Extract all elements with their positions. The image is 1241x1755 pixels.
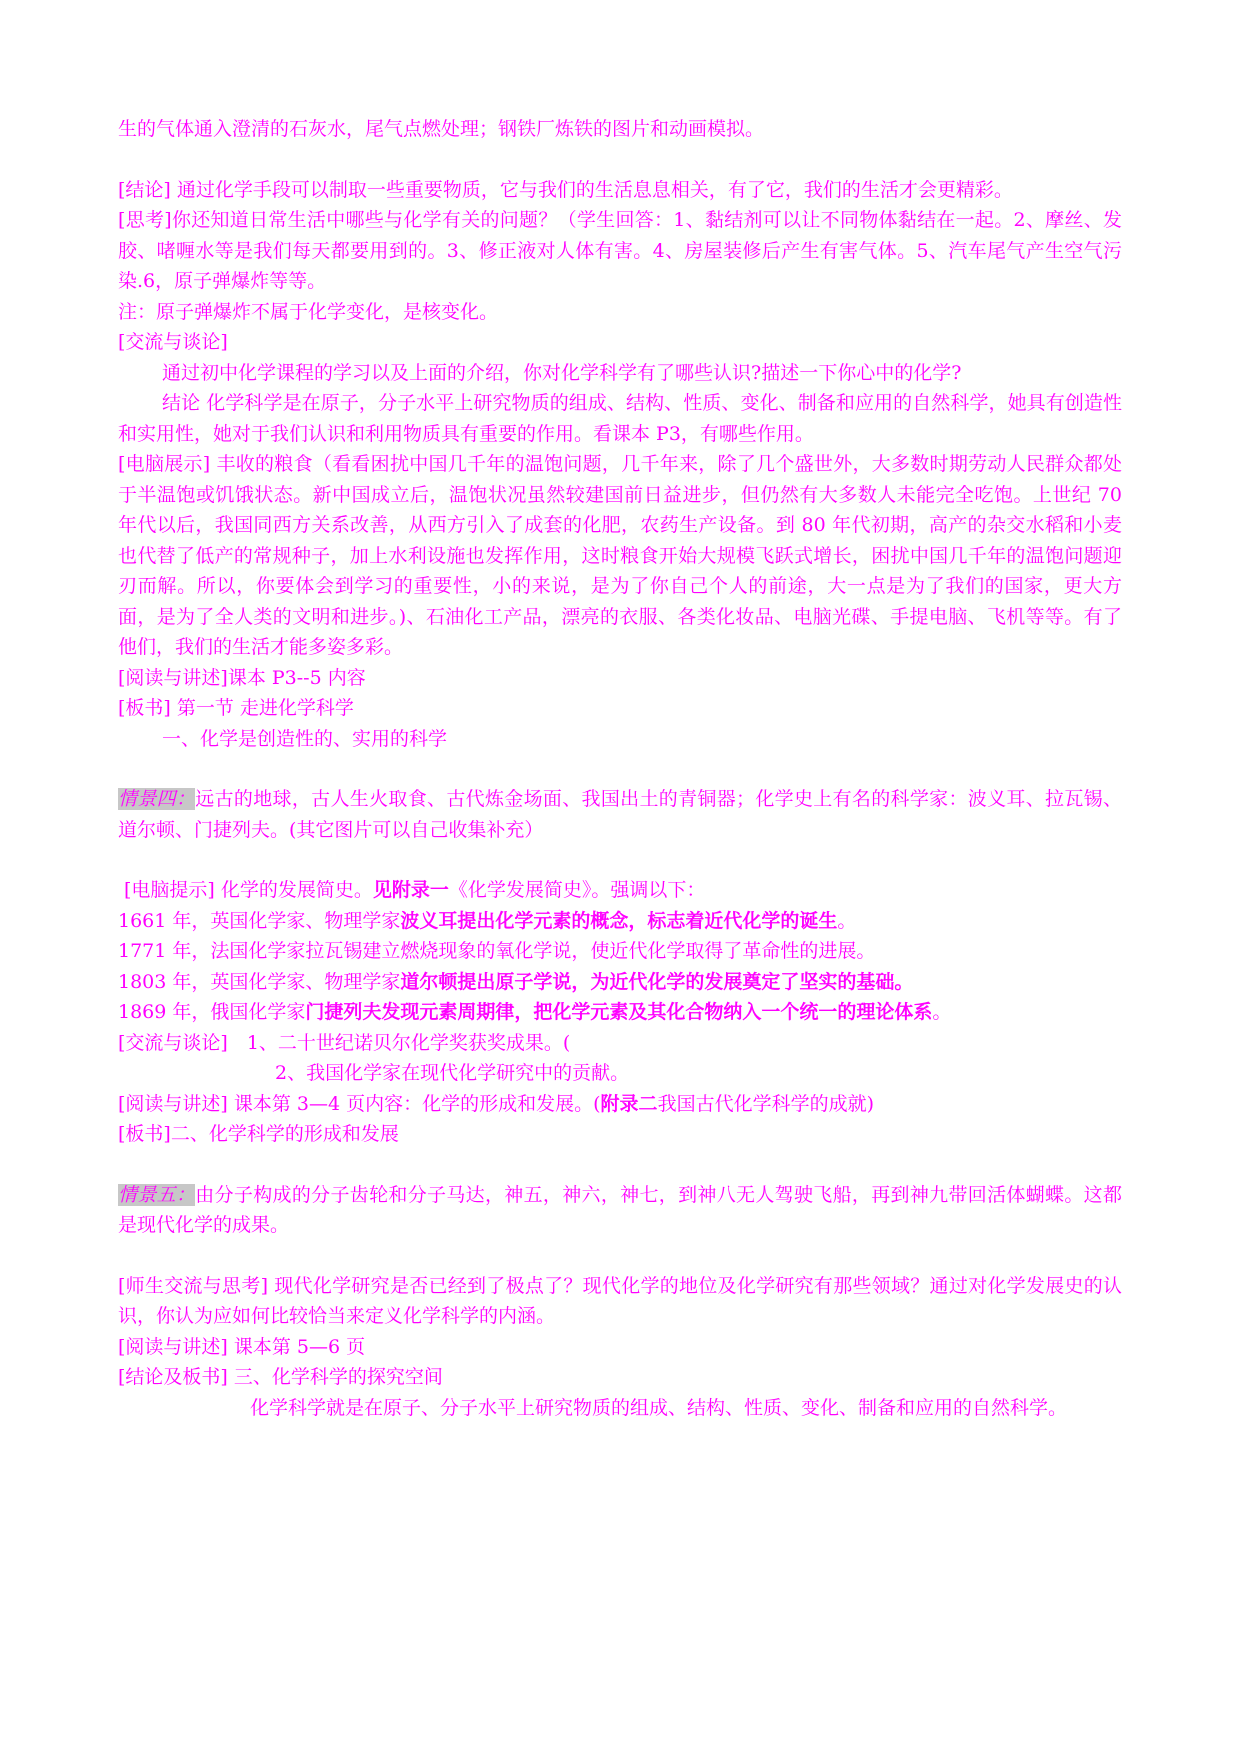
paragraph-final-definition: 化学科学就是在原子、分子水平上研究物质的组成、结构、性质、变化、制备和应用的自然科学。 <box>250 1396 1068 1419</box>
heading-board-section: [板书] 第一节 走进化学科学 <box>118 697 354 719</box>
heading-board-2: [板书]二、化学科学的形成和发展 <box>118 1123 399 1145</box>
appendix-1-ref: 见附录一 <box>372 879 449 901</box>
paragraph-scene-4 <box>118 784 1122 845</box>
paragraph-reading-3: [阅读与讲述] 课本第 5—6 页 <box>118 1335 366 1358</box>
history-1803-bold: 道尔顿提出原子学说，为近代化学的发展奠定了坚实的基础。 <box>400 970 914 993</box>
scene-4-label: 情景四： <box>118 788 196 810</box>
spacer <box>118 1150 1122 1180</box>
hint-text: [电脑提示] 化学的发展简史。 <box>124 879 373 901</box>
discussion-item-1: [交流与谈论] 1、二十世纪诺贝尔化学奖获奖成果。( <box>118 1031 571 1054</box>
paragraph-intro: 生的气体通入澄清的石灰水，尾气点燃处理；钢铁厂炼铁的图片和动画模拟。 <box>118 118 765 140</box>
heading-board-3: [结论及板书] 三、化学科学的探究空间 <box>118 1366 443 1388</box>
spacer <box>118 845 1122 875</box>
scene-5-label: 情景五： <box>118 1183 196 1206</box>
paragraph-reading: [阅读与讲述]课本 P3--5 内容 <box>118 666 366 689</box>
history-1661-prefix: 1661 年，英国化学家、物理学家 <box>118 909 401 932</box>
history-1661 <box>118 906 1122 937</box>
paragraph-question: 通过初中化学课程的学习以及上面的介绍，你对化学科学有了哪些认识?描述一下你心中的化学? <box>162 361 962 384</box>
spacer <box>118 145 1122 175</box>
paragraph-thinking: [思考]你还知道日常生活中哪些与化学有关的问题？（学生回答：1、黏结剂可以让不同物体黏结在一起。2、摩丝、发胶、啫喱水等是我们每天都要用到的。3、修正液对人体有害。4、房屋装修后产生有害气体。5、汽车尾气产生空气污染.6，原子弹爆炸等等。 <box>118 209 1122 292</box>
paragraph-definition: 结论 化学科学是在原子，分子水平上研究物质的组成、结构、性质、变化、制备和应用的自然科学，她具有创造性和实用性，她对于我们认识和利用物质具有重要的作用。看课本 P3，有哪些作用。 <box>118 392 1122 445</box>
scene-5-text: 由分子构成的分子齿轮和分子马达，神五，神六，神七，到神八无人驾驶飞船，再到神九带回活体蝴蝶。这都是现代化学的成果。 <box>118 1183 1122 1236</box>
document-body <box>118 114 1122 1423</box>
paragraph-note: 注：原子弹爆炸不属于化学变化，是核变化。 <box>118 300 499 323</box>
hint-text-end: 《化学发展简史》。强调以下： <box>448 879 706 901</box>
heading-subsection-1: 一、化学是创造性的、实用的科学 <box>162 727 448 750</box>
paragraph-teacher-student: [师生交流与思考] 现代化学研究是否已经到了极点了？现代化学的地位及化学研究有那些领域？通过对化学发展史的认识，你认为应如何比较恰当来定义化学科学的内涵。 <box>118 1274 1122 1327</box>
appendix-2-ref: 附录二 <box>600 1092 658 1115</box>
history-1869-bold: 门捷列夫发现元素周期律，把化学元素及其化合物纳入一个统一的理论体系 <box>305 1001 933 1023</box>
paragraph-scene-5 <box>118 1180 1122 1241</box>
reading-2-text: [阅读与讲述] 课本第 3—4 页内容：化学的形成和发展。( <box>118 1092 601 1115</box>
heading-discussion: [交流与谈论] <box>118 331 228 353</box>
scene-4-text: 远古的地球，古人生火取食、古代炼金场面、我国出土的青铜器；化学史上有名的科学家：波义耳、拉瓦锡、道尔顿、门捷列夫。(其它图片可以自己收集补充） <box>118 788 1122 841</box>
paragraph-computer-hint <box>118 875 1122 906</box>
spacer <box>118 754 1122 784</box>
history-1803 <box>118 967 1122 998</box>
paragraph-conclusion: [结论] 通过化学手段可以制取一些重要物质，它与我们的生活息息相关，有了它，我们的生活才会更精彩。 <box>118 178 1013 201</box>
history-1869-end: 。 <box>932 1001 952 1023</box>
history-1661-bold: 波义耳提出化学元素的概念，标志着近代化学的诞生 <box>400 909 838 932</box>
history-1869 <box>118 997 1122 1028</box>
history-1661-end: 。 <box>837 909 857 932</box>
paragraph-computer-display: [电脑展示] 丰收的粮食（看看困扰中国几千年的温饱问题，几千年来，除了几个盛世外，大多数时期劳动人民群众都处于半温饱或饥饿状态。新中国成立后，温饱状况虽然较建国前日益进步，但仍然有大多数人未能完全吃饱。上世纪 70 年代以后，我国同西方关系改善，从西方引入了成套的化肥，农药生产设备。到 80 年代初期，高产的杂交水稻和小麦也代替了低产的常规种子，加上水利设施也发挥作用，这时粮食开始大规模飞跃式增长，困扰中国几千年的温饱问题迎刃而解。所以，你要体会到学习的重要性，小的来说，是为了你自己个人的前途，大一点是为了我们的国家，更大方面，是为了全人类的文明和进步。)、石油化工产品，漂亮的衣服、各类化妆品、电脑光碟、手提电脑、飞机等等。有了他们，我们的生活才能多姿多彩。 <box>118 453 1122 658</box>
history-1803-prefix: 1803 年，英国化学家、物理学家 <box>118 970 401 993</box>
paragraph-reading-2 <box>118 1089 1122 1120</box>
history-1869-prefix: 1869 年，俄国化学家 <box>118 1001 306 1023</box>
history-1771: 1771 年，法国化学家拉瓦锡建立燃烧现象的氧化学说，使近代化学取得了革命性的进展。 <box>118 940 876 962</box>
reading-2-end: 我国古代化学科学的成就) <box>657 1092 874 1115</box>
spacer <box>118 1241 1122 1271</box>
discussion-item-2: 2、我国化学家在现代化学研究中的贡献。 <box>275 1062 630 1084</box>
